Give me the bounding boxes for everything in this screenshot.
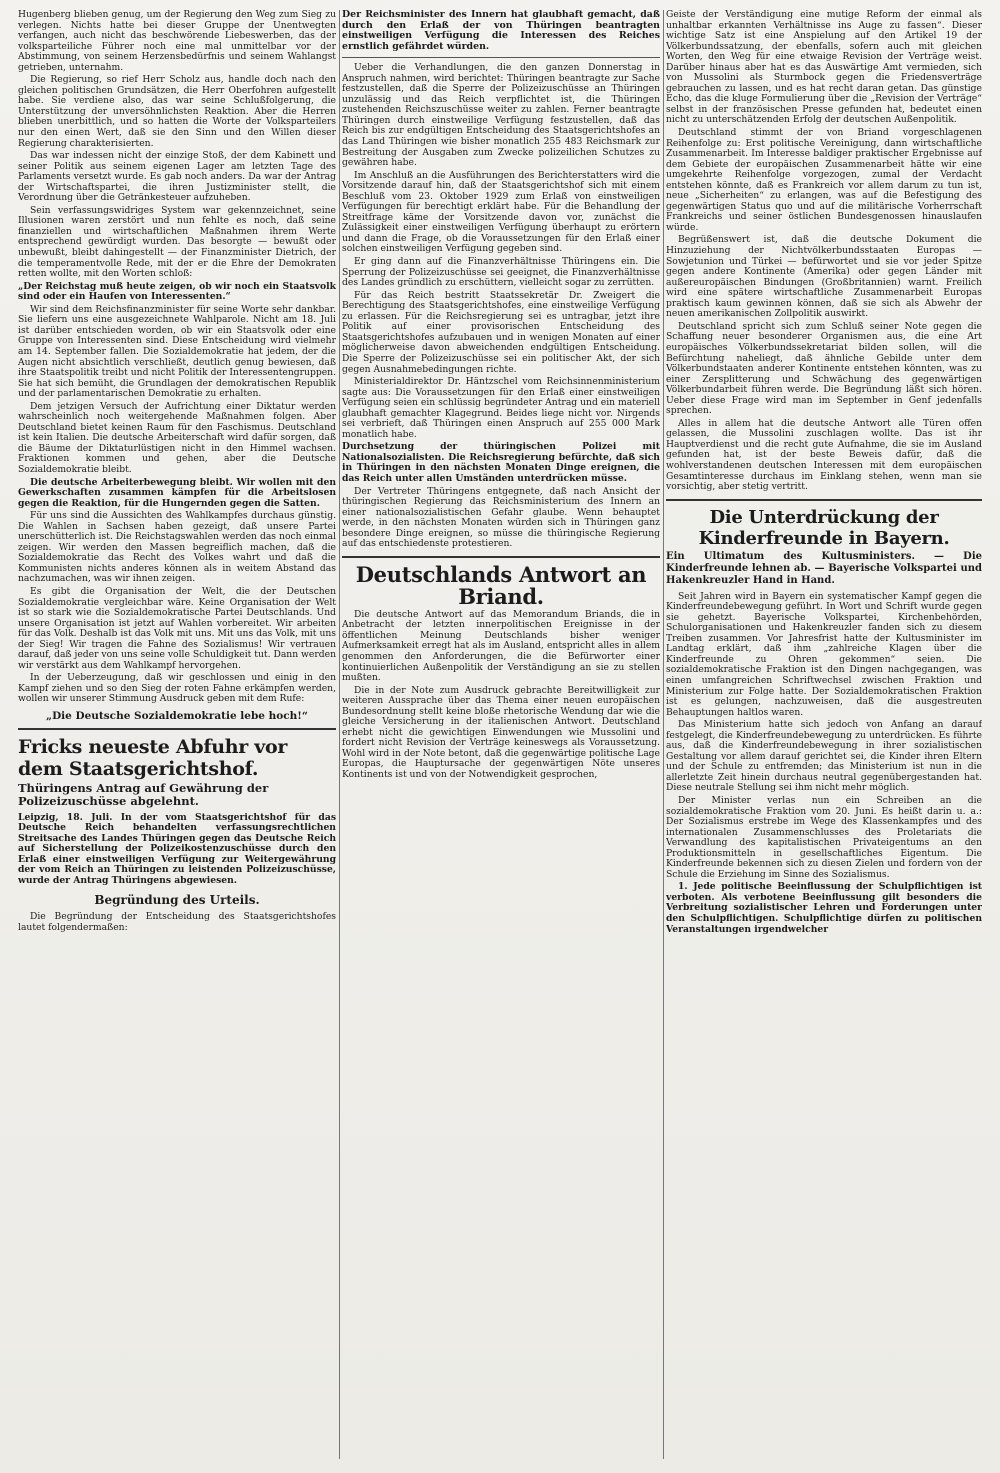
divider [342,57,660,58]
paragraph: Der Vertreter Thüringens entgegnete, daß nach Ansicht der thüringischen Regierung das Reichsministerium des Innern an einer nationalsozialistischen Gefahr glaube. Wenn behauptet werde, in den nächsten Monaten würden sich in Thüringen ganz besondere Dinge ereignen, so müsse die thüringische Regierung auf das entschiedenste protestieren. [342,485,660,550]
slogan: „Die Deutsche Sozialdemokratie lebe hoch!“ [46,710,308,722]
article-divider [18,728,336,730]
quote-paragraph: „Der Reichstag muß heute zeigen, ob wir noch ein Staatsvolk sind oder ein Haufen von Interessenten.“ [18,280,336,303]
paragraph: Begrüßenswert ist, daß die deutsche Dokument die Hinzuziehung der Nichtvölkerbundsstaaten Europas — Sowjetunion und Türkei — befürwortet und sie vor jeder Spitze gegen andere Kontinente (Amerika) oder gegen Länder mit außereuropäischen Bindungen (Großbritannien) warnt. Freilich wird eine spätere wirtschaftliche Zusammenarbeit Europas praktisch kaum gewinnen können, daß sie sich als Abwehr der neuen amerikanischen Zollpolitik auswirkt. [666,234,982,320]
paragraph: Er ging dann auf die Finanzverhältnisse Thüringens ein. Die Sperrung der Polizeizuschüsse sei geeignet, die Finanzverhältnisse des Landes gründlich zu erschüttern, vielleicht sogar zu zerrütten. [342,256,660,289]
lead-paragraph: Leipzig, 18. Juli. In der vom Staatsgerichtshof für das Deutsche Reich behandelten verfassungsrechtlichen Streitsache des Landes Thüringen gegen das Deutsche Reich auf Sicherstellung der Polizeikostenzuschüsse durch den Erlaß einer einstweiligen Verfügung zur Weitergewährung der vom Reich an Thüringen zu leistenden Polizeizuschüsse, wurde der Antrag Thüringens abgewiesen. [18,811,336,886]
headline: Fricks neueste Abfuhr vor dem Staatsgerichtshof. [18,735,288,780]
column-right [666,10,982,1459]
paragraph: Ministerialdirektor Dr. Häntzschel vom Reichsinnenministerium sagte aus: Die Voraussetzungen für den Erlaß einer einstweiligen Verfügung seien ein schlüssig begründeter Antrag und ein materiell glaubhaft gemachter Klagegrund. Beides liege nicht vor. Nirgends sei verbrieft, daß Thüringen einen Anspruch auf 255 000 Mark monatlich habe. [342,376,660,440]
paragraph: Die deutsche Antwort auf das Memorandum Briands, die in Anbetracht der letzten innerpolitischen Ereignisse in der öffentlichen Meinung Deutschlands bisher weniger Aufmerksamkeit erregt hat als im Ausland, entspricht alles in allem genommen den Anforderungen, die die Befürworter einer kontinuierlichen Außenpolitik der Verständigung an sie zu stellen mußten. [342,608,660,684]
paragraph: Deutschland spricht sich zum Schluß seiner Note gegen die Schaffung neuer besonderer Organismen aus, die eine Art europäisches Völkerbundssekretariat bilden sollen, will die Befürchtung naheliegt, daß ähnliche Gebilde unter dem Völkerbundstaaten anderer Kontinente entstehen könnten, was zu einer Zersplitterung und Schwächung des gegenwärtigen Völkerbundarbeit führen werde. Die Begründung läßt sich hören. Ueber diese Frage wird man im September in Genf jedenfalls sprechen. [666,320,982,417]
article-briand [342,561,660,781]
paragraph: Deutschland stimmt der von Briand vorgeschlagenen Reihenfolge zu: Erst politische Vereinigung, dann wirtschaftliche Zusammenarbeit. Im Interesse baldiger praktischer Ergebnisse auf dem Gebiete der europäischen Zusammenarbeit hätte wir eine umgekehrte Reihenfolge vorgezogen, zumal der Verdacht entstehen könnte, daß es Frankreich vor allem darum zu tun ist, neue „Sicherheiten“ zu erlangen, was auf die Befestigung des gegenwärtigen Status quo und auf die militärische Vorherrschaft Frankreichs und seiner östlichen Bundesgenossen hinauslaufen würde. [666,127,982,233]
article-briand-continuation [666,10,982,493]
paragraph: Ueber die Verhandlungen, die den ganzen Donnerstag in Anspruch nahmen, wird berichtet: Thüringen beantragte zur Sache festzustellen, daß die Sperre der Polizeizuschüsse an Thüringen unzulässig und das Reich verpflichtet ist, die Thüringen zustehenden Reichszuschüsse weiter zu zahlen. Ferner beantragte Thüringen durch einstweilige Verfügung festzustellen, daß das Reich bis zur endgültigen Entscheidung des Staatsgerichtshofes an das Land Thüringen wie bisher monatlich 255 483 Reichsmark zur Bestreitung der Ausgaben zum Zwecke polizeilichen Schutzes zu gewähren habe. [342,62,660,169]
paragraph: In der Ueberzeugung, daß wir geschlossen und einig in den Kampf ziehen und so den Sieg der roten Fahne erkämpfen werden, wollen wir unserer Stimmung Ausdruck geben mit dem Rufe: [18,672,336,705]
paragraph: Der Minister verlas nun ein Schreiben an die sozialdemokratische Fraktion vom 20. Juni. Es heißt darin u. a.: Der Sozialismus erstrebe im Wege des Klassenkampfes und des internationalen Zusammenschlusses des Proletariats die Verwandlung des kapitalistischen Privateigentums an den Produktionsmitteln in gesellschaftliches Eigentum. Die Kinderfreunde bekennen sich zu diesen Zielen und fordern von der Schule die Erziehung im Sinne des Sozialismus. [666,795,982,880]
paragraph: Für das Reich bestritt Staatssekretär Dr. Zweigert die Berechtigung des Staatsgerichtshofes, eine einstweilige Verfügung zu erlassen. Für die Reichsregierung sei es untragbar, jetzt ihre Politik auf einer provisorischen Entscheidung des Staatsgerichtshofes aufzubauen und in wenigen Monaten auf einer möglicherweise davon abweichenden endgültigen Entscheidung. Die Sperre der Polizeizuschüsse sei ein politischer Akt, der sich gegen Ausnahmebedingungen richte. [342,289,660,375]
article-divider [342,556,660,558]
article-thuringia [18,736,336,934]
paragraph: Das Ministerium hatte sich jedoch von Anfang an darauf festgelegt, die Kinderfreundebewegung zu unterdrücken. Es führte aus, daß die Kinderfreundebewegung in ihrer sozialistischen Gestaltung vor allem darauf gerichtet sei, die Kinder ihren Eltern und der Schule zu entfremden; das Ministerium ist nun in die allerletzte Zeit hinein durchaus neutral gegenübergestanden hat. Diese neutrale Stellung sei ihm nicht mehr möglich. [666,719,982,794]
paragraph: Im Anschluß an die Ausführungen des Berichterstatters wird die Vorsitzende darauf hin, daß der Staatsgerichtshof sich mit einem Beschluß vom 23. Oktober 1929 zum Erlaß von einstweiligen Verfügungen für berechtigt erklärt habe. Für die Behandlung der Streitfrage käme der Vorsitzende davon vor, zunächst die Zulässigkeit einer einstweiligen Verfügung überhaupt zu erörtern und dann die Frage, ob die Voraussetzungen für den Erlaß einer solchen einstweiligen Verfügung gegeben sind. [342,169,660,255]
paragraph: Die Regierung, so rief Herr Scholz aus, handle doch nach den gleichen politischen Grundsätzen, die Herr Oberfohren aufgestellt habe. Sie verdiene also, das war seine Schlußfolgerung, die Unterstützung der unversöhnlichsten Reaktion. Aber die Herren blieben unerbittlich, und so hatten die Worte der Volksparteilers nur den einen Wert, daß sie den Sinn und den Willen dieser Regierung charakterisierten. [18,74,336,149]
paragraph: Die deutsche Arbeiterbewegung bleibt. Wir wollen mit den Gewerkschaften zusammen kämpfen für die Arbeitslosen gegen die Reaktion, für die Hungernden gegen die Satten. [18,476,336,509]
column-left [18,10,336,1459]
section-title: Begründung des Urteils. [94,893,260,908]
paragraph: Dem jetzigen Versuch der Aufrichtung einer Diktatur werden wahrscheinlich noch weitergehende Maßnahmen folgen. Aber Deutschland bietet keinen Raum für den Faschismus. Deutschland ist kein Italien. Die deutsche Arbeiterschaft wird dafür sorgen, daß die Bäume der Diktaturlüstigen nicht in den Himmel wachsen. Fraktionen kommen und gehen, aber die Deutsche Sozialdemokratie bleibt. [18,400,336,475]
paragraph: Hugenberg blieben genug, um der Regierung den Weg zum Sieg zu verlegen. Nichts hatte bei dieser Gruppe der Unentwegten verfangen, auch nicht das beschwörende Liebeswerben, das der volksparteiliche Führer noch eine mal unmittelbar vor der Abstimmung, von seinem Herzensbedürfnis und seinem Wahlangst getrieben, unternahm. [18,10,336,73]
paragraph: Das war indessen nicht der einzige Stoß, der dem Kabinett und seiner Politik aus seinem eigenen Lager am letzten Tage des Parlaments versetzt wurde. Es gab noch anders. Da war der Antrag der Wirtschaftspartei, die ihren Justizminister stellt, die Verordnung über die Getränkesteuer aufzuheben. [18,150,336,204]
paragraph: Die Begründung der Entscheidung des Staatsgerichtshofes lautet folgendermaßen: [18,911,336,933]
article-spd-continuation [18,10,336,722]
column-rule [339,10,340,1459]
paragraph: Wir sind dem Reichsfinanzminister für seine Worte sehr dankbar. Sie liefern uns eine ausgezeichnete Wahlparole. Nicht am 18. Juli ist darüber entschieden worden, ob wir ein Staatsvolk oder eine Gruppe von Interessenten sind. Diese Entscheidung wird vielmehr am 14. September fallen. Die Sozialdemokratie hat jedem, der die Augen nicht absichtlich verschließt, deutlich genug bewiesen, daß ihre Staatspolitik treibt und nicht Politik der Interessentengruppen. Sie hat sich bemüht, die Grundlagen der demokratischen Republik und der parlamentarischen Demokratie zu erhalten. [18,303,336,400]
paragraph: Die in der Note zum Ausdruck gebrachte Bereitwilligkeit zur weiteren Aussprache über das Thema einer neuen europäischen Bundesordnung stellt keine bloße rhetorische Wendung dar wie die gleiche Versicherung in der italienischen Antwort. Deutschland erhebt nicht die gewichtigen Einwendungen wie Mussolini und fordert nicht Revision der Verträge keineswegs als Voraussetzung. Wohl wird in der Note betont, daß die gegenwärtige politische Lage Europas, die Hauptursache der gegenwärtigen Nöte unseres Kontinents ist und von der Notwendigkeit gesprochen, [342,684,660,780]
paragraph: Sein verfassungswidriges System war gekennzeichnet, seine Illusionen waren zerstört und nun fehlte es noch, daß seine finanziellen und wirtschaftlichen Maßnahmen ihrem Werte entsprechend gewürdigt wurden. Das besorgte — bewußt oder unbewußt, bleibt dahingestellt — der Finanzminister Dietrich, der die temperamentvolle Rede, mit der er die Ehre der Demokraten retten wollte, mit den Worten schloß: [18,204,336,280]
article-bavaria [666,507,982,936]
column-middle [342,10,660,1459]
paragraph: 1. Jede politische Beeinflussung der Schulpflichtigen ist verboten. Als verbotene Beeinflussung gilt besonders die Verbreitung sozialistischer Lehren und Forderungen unter den Schulpflichtigen. Schulpflichtige dürfen zu politischen Veranstaltungen irgendwelcher [666,881,982,935]
paragraph: Alles in allem hat die deutsche Antwort alle Türen offen gelassen, die Mussolini zuschlagen wollte. Das ist ihr Hauptverdienst und die recht gute Aufnahme, die sie im Ausland gefunden hat, ist der beste Beweis dafür, daß die wohlverstandenen deutschen Interessen mit dem europäischen Gesamtinteresse durchaus im Einklang stehen, wenn man sie vorsichtig, aber stetig vertritt. [666,417,982,493]
article-divider [666,499,982,501]
headline: Deutschlands Antwort an Briand. [355,561,647,609]
column-rule [663,10,664,1459]
article-thuringia-continuation [342,10,660,550]
paragraph: Für uns sind die Aussichten des Wahlkampfes durchaus günstig. Die Wahlen in Sachsen haben gezeigt, daß unsere Partei unerschütterlich ist. Die Reichstagswahlen werden das noch einmal zeigen. Wir werden den Massen begreiflich machen, daß die Sozialdemokratie das Recht des Volkes wahrt und daß die Kommunisten nichts anderes können als in weitem Abstand das nachzumachen, was wir ihnen zeigen. [18,510,336,585]
headline: Die Unterdrückung der Kinderfreunde in Bayern. [698,506,950,549]
subheadline: Ein Ultimatum des Kultusministers. — Die Kinderfreunde lehnen ab. — Bayerische Volkspartei und Hakenkreuzler Hand in Hand. [666,550,982,586]
paragraph: Geiste der Verständigung eine mutige Reform der einmal als unhaltbar erkannten Verhältnisse ins Auge zu fassen“. Dieser wichtige Satz ist eine Anspielung auf den Artikel 19 der Völkerbundssatzung, der ebenfalls, sofern auch mit gleichen Worten, den Weg für eine etwaige Revision der Verträge weist. Darüber hinaus aber hat es das Auswärtige Amt vermieden, sich von Mussolini als Sturmbock gegen die Friedensverträge gebrauchen zu lassen, und es hat recht daran getan. Das günstige Echo, das die kluge Formulierung über die „Revision der Verträge“ selbst in der französischen Presse gefunden hat, bedeutet einen nicht zu unterschätzenden Erfolg der deutschen Außenpolitik. [666,10,982,126]
subsection-paragraph: Durchsetzung der thüringischen Polizei mit Nationalsozialisten. Die Reichsregierung befürchte, daß sich in Thüringen in den nächsten Monaten Dinge ereignen, die das Reich unter allen Umständen unterdrücken müsse. [342,441,660,484]
paragraph: Es gibt die Organisation der Welt, die der Deutschen Sozialdemokratie vergleichbar wäre. Keine Organisation der Welt ist so stark wie die Sozialdemokratische Partei Deutschlands. Und unsere Organisation ist jetzt auf Wahlen vorbereitet. Wir arbeiten für das Volk. Deshalb ist das Volk mit uns. Mit uns das Volk, mit uns der Sieg! Wir tragen die Fahne des Sozialismus! Wir vertrauen darauf, daß jeder von uns seine volle Schuldigkeit tut. Dann werden wir verstärkt aus dem Wahlkampf hervorgehen. [18,585,336,671]
paragraph: Der Reichsminister des Innern hat glaubhaft gemacht, daß durch den Erlaß der von Thüringen beantragten einstweiligen Verfügung die Interessen des Reiches ernstlich gefährdet würden. [342,10,660,52]
paragraph: Seit Jahren wird in Bayern ein systematischer Kampf gegen die Kinderfreundebewegung geführt. In Wort und Schrift wurde gegen sie gehetzt. Bayerische Volkspartei, Kirchenbehörden, Schulorganisationen und Hakenkreuzler fanden sich zu diesem Treiben zusammen. Vor Jahresfrist hatte der Kultusminister im Landtag erklärt, daß ihm „zahlreiche Klagen über die Kinderfreunde zu Ohren gekommen“ seien. Die sozialdemokratische Fraktion ist den Dingen nachgegangen, was einen umfangreichen Schriftwechsel zwischen Fraktion und Ministerium zur Folge hatte. Der Sozialdemokratischen Fraktion ist es gelungen, nachzuweisen, daß die ausgestreuten Behauptungen haltlos waren. [666,590,982,718]
subheadline: Thüringens Antrag auf Gewährung der Polizeizuschüsse abgelehnt. [18,780,269,808]
